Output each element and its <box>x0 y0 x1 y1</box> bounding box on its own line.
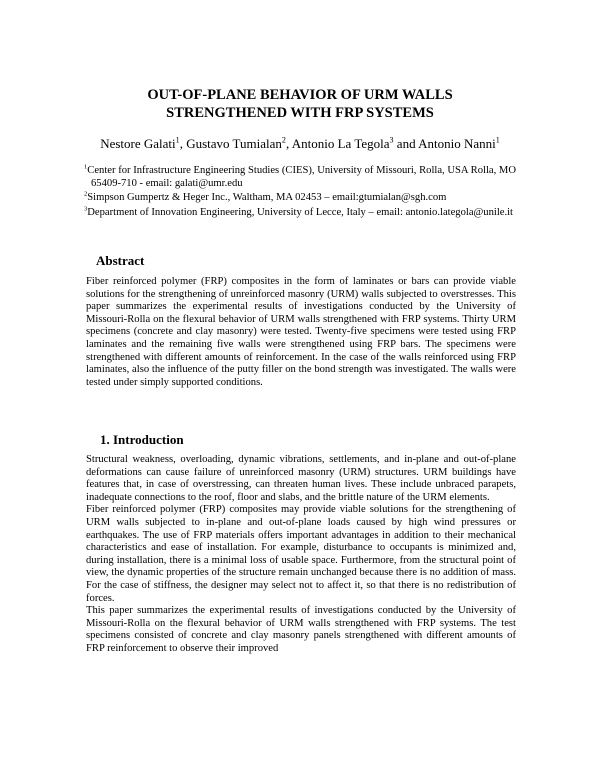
affiliation-item <box>84 207 516 220</box>
introduction-heading: 1. Introduction <box>100 432 184 447</box>
affiliation-list <box>84 165 516 221</box>
abstract-text: Fiber reinforced polymer (FRP) composites in the form of laminates or bars can provide viable solutions for the strengthening of unreinforced masonry (URM) walls subjected to overstresses. This paper summarizes the experimental results of investigations conducted by the University of Missouri-Rolla on the flexural behavior of URM walls strengthened with FRP systems. Thirty URM specimens (concrete and clay masonry) were tested. Twenty-five specimens were tested using FRP laminates and the remaining five walls were strengthened using FRP bars. The specimens were strengthened with different amounts of reinforcement. In the case of the walls reinforced using FRP laminates, also the influence of the putty filler on the bond strength was investigated. The walls were tested under simply supported conditions. <box>86 276 516 388</box>
affiliation-number: 1 <box>84 163 88 171</box>
abstract-heading: Abstract <box>96 253 145 268</box>
author-affiliation-mark: 1 <box>495 135 500 145</box>
affiliation-item <box>84 165 516 190</box>
author-affiliation-mark: 1 <box>175 135 180 145</box>
affiliation-item <box>84 192 516 205</box>
author-affiliation-mark: 3 <box>389 135 394 145</box>
author-name: Antonio La Tegola <box>291 136 390 151</box>
author-name: Gustavo Tumialan <box>186 136 282 151</box>
paper-title <box>60 86 540 122</box>
author-list: Nestore Galati$^1$, Gustavo Tumialan$^2$, Antonio La Tegola$^3$ and Antonio Nanni$^1$ <box>100 135 500 151</box>
introduction-paragraph: Fiber reinforced polymer (FRP) composites may provide viable solutions for the strengthening of URM walls subjected to in-plane and out-of-plane loads caused by high wind pressures or earthquakes. The use of FRP materials offers important advantages in addition to their mechanical characteristics and ease of installation. For example, disturbance to occupants is minimized and, during installation, there is a minimal loss of usable space. Furthermore, from the structural point of view, the dynamic properties of the structure remain unchanged because there is no addition of mass. For the case of stiffness, the designer may select not to affect it, so that there is no redistribution of forces. <box>86 504 516 604</box>
introduction-body <box>86 454 516 656</box>
affiliation-text: Simpson Gumpertz & Heger Inc., Waltham, MA 02453 – email:gtumialan@sgh.com <box>87 192 447 204</box>
affiliation-text: Center for Infrastructure Engineering Studies (CIES), University of Missouri, Rolla, USA Rolla, MO 65409-710 - email: galati@umr.edu <box>87 165 516 189</box>
author-conjunction: and <box>393 136 419 151</box>
author-name: Nestore Galati <box>100 136 176 151</box>
title-line-2: STRENGTHENED WITH FRP SYSTEMS <box>166 105 434 121</box>
author-affiliation-mark: 2 <box>281 135 286 145</box>
introduction-paragraph: This paper summarizes the experimental results of investigations conducted by the University of Missouri-Rolla on the flexural behavior of URM walls strengthened with FRP systems. The test specimens consisted of concrete and clay masonry panels strengthened with different amounts of FRP reinforcement to observe their improved <box>86 605 516 654</box>
introduction-paragraph: Structural weakness, overloading, dynamic vibrations, settlements, and in-plane and out-of-plane deformations can cause failure of unreinforced masonry (URM) structures. URM buildings have features that, in case of overstressing, can threaten human lives. These include unbraced parapets, inadequate connections to the roof, floor and slabs, and the brittle nature of the URM elements. <box>86 454 516 503</box>
author-name: Antonio Nanni <box>418 136 496 151</box>
title-line-1: OUT-OF-PLANE BEHAVIOR OF URM WALLS <box>147 87 453 103</box>
affiliation-text: Department of Innovation Engineering, University of Lecce, Italy – email: antonio.lategola@unile.it <box>87 206 514 218</box>
affiliation-number: 3 <box>84 205 88 213</box>
affiliation-number: 2 <box>84 190 88 198</box>
